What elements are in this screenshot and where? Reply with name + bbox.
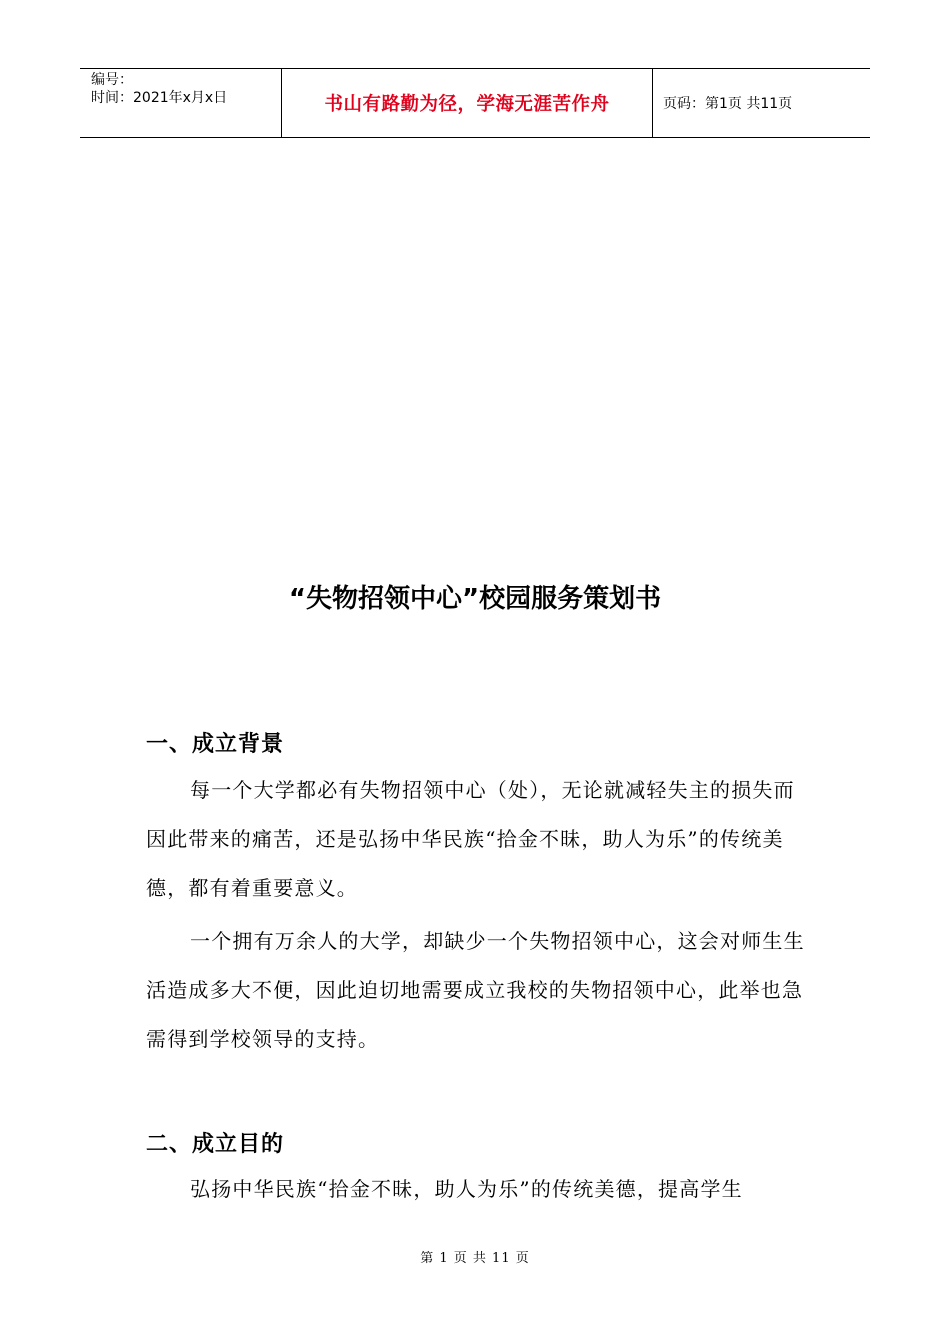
header-meta — [80, 69, 281, 137]
paragraph — [146, 917, 806, 1064]
document-header — [80, 68, 870, 138]
paragraph — [146, 766, 806, 913]
section-heading-background: 一、成立背景 — [146, 732, 285, 757]
document-title: “失物招领中心”校园服务策划书 — [288, 584, 662, 614]
header-motto: 书山有路勤为径，学海无涯苦作舟 — [281, 69, 653, 137]
header-page-info: 页码：第1页 共11页 — [663, 96, 793, 112]
page-footer: 第 1 页 共 11 页 — [420, 1251, 530, 1266]
paragraph-text: 每一个大学都必有失物招领中心（处），无论就减轻失主的损失而因此带来的痛苦，还是弘扬中华民族“拾金不昧，助人为乐”的传统美德，都有着重要意义。 — [146, 778, 795, 900]
section-heading-purpose: 二、成立目的 — [146, 1132, 285, 1157]
date-label: 时间：2021年x月x日 — [91, 90, 228, 106]
serial-number-label: 编号： — [91, 72, 133, 88]
paragraph-text: 弘扬中华民族“拾金不昧，助人为乐”的传统美德，提高学生 — [190, 1177, 743, 1201]
paragraph — [146, 1165, 806, 1214]
paragraph-text: 一个拥有万余人的大学，却缺少一个失物招领中心，这会对师生生活造成多大不便，因此迫切地需要成立我校的失物招领中心，此举也急需得到学校领导的支持。 — [146, 929, 805, 1051]
